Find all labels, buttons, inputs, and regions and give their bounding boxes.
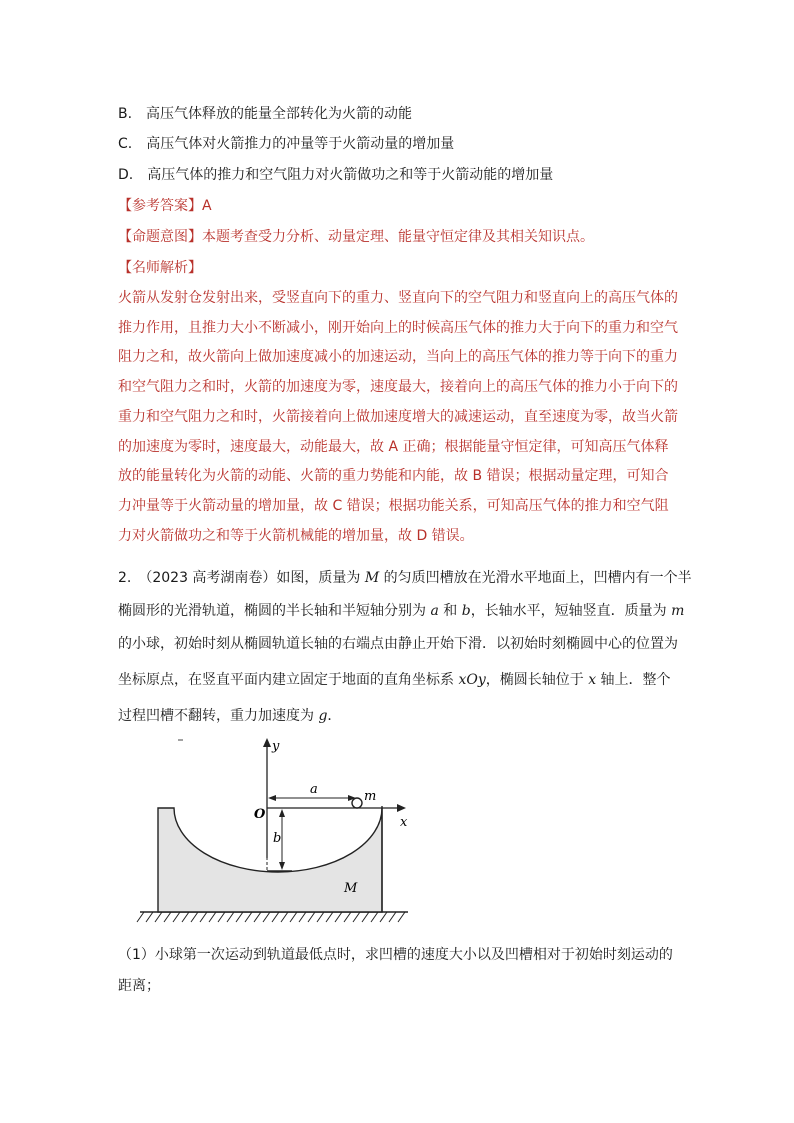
analysis-label: 【名师解析】 bbox=[118, 260, 202, 276]
m-label: m bbox=[364, 789, 377, 804]
hatch-line bbox=[353, 912, 360, 922]
hatch-line bbox=[146, 912, 153, 922]
hatch-line bbox=[182, 912, 189, 922]
hatch-line bbox=[281, 912, 288, 922]
ground-hatching bbox=[137, 912, 408, 922]
hatch-line bbox=[317, 912, 324, 922]
hatch-line bbox=[254, 912, 261, 922]
answer-line bbox=[118, 196, 212, 216]
hatch-line bbox=[335, 912, 342, 922]
hatch-line bbox=[326, 912, 333, 922]
hatch-line bbox=[290, 912, 297, 922]
analysis-line: 阻力之和，故火箭向上做加速度减小的加速运动，当向上的高压气体的推力等于向下的重力 bbox=[118, 349, 678, 366]
analysis-line: 和空气阻力之和时，火箭的加速度为零，速度最大，接着向上的高压气体的推力小于向下的 bbox=[118, 379, 678, 396]
y-label: y bbox=[272, 739, 280, 754]
hatch-line bbox=[308, 912, 315, 922]
answer-value: A bbox=[202, 198, 212, 214]
hatch-line bbox=[299, 912, 306, 922]
analysis-line: 力对火箭做功之和等于火箭机械能的增加量，故 D 错误。 bbox=[118, 527, 474, 544]
hatch-line bbox=[191, 912, 198, 922]
x-label: x bbox=[400, 815, 408, 830]
hatch-line bbox=[245, 912, 252, 922]
hatch-line bbox=[263, 912, 270, 922]
analysis-line: 推力作用，且推力大小不断减小，刚开始向上的时候高压气体的推力大于向下的重力和空气 bbox=[118, 319, 678, 336]
analysis-line: 放的能量转化为火箭的动能、火箭的重力势能和内能，故 B 错误；根据动量定理，可知合 bbox=[118, 468, 669, 485]
hatch-line bbox=[272, 912, 279, 922]
hatch-line bbox=[218, 912, 225, 922]
hatch-line bbox=[209, 912, 216, 922]
hatch-line bbox=[389, 912, 396, 922]
analysis-line: 重力和空气阻力之和时，火箭接着向上做加速度增大的减速运动，直至速度为零，故当火箭 bbox=[118, 408, 678, 425]
q2-line-4: 坐标原点，在竖直平面内建立固定于地面的直角坐标系 xOy，椭圆长轴位于 x 轴上．整个 bbox=[118, 672, 671, 688]
intent-line bbox=[118, 227, 594, 247]
option-b: B. 高压气体释放的能量全部转化为火箭的动能 bbox=[118, 106, 413, 122]
hatch-line bbox=[371, 912, 378, 922]
analysis-paragraph bbox=[118, 284, 678, 551]
q2-line-3: 的小球，初始时刻从椭圆轨道长轴的右端点由静止开始下滑．以初始时刻椭圆中心的位置为 bbox=[118, 636, 678, 652]
ball bbox=[352, 798, 362, 808]
analysis-line: 火箭从发射仓发射出来，受竖直向下的重力、竖直向下的空气阻力和竖直向上的高压气体的 bbox=[118, 290, 678, 306]
b-label: b bbox=[273, 831, 282, 846]
hatch-line bbox=[155, 912, 162, 922]
hatch-line bbox=[227, 912, 234, 922]
q2-line-1: 2. （2023 高考湖南卷）如图，质量为 M 的匀质凹槽放在光滑水平地面上，凹槽内有一个半 bbox=[118, 570, 692, 586]
groove-figure bbox=[130, 728, 420, 933]
a-label: a bbox=[310, 782, 318, 797]
hatch-line bbox=[236, 912, 243, 922]
hatch-line bbox=[173, 912, 180, 922]
option-d: D. 高压气体的推力和空气阻力对火箭做功之和等于火箭动能的增加量 bbox=[118, 167, 554, 183]
option-c: C. 高压气体对火箭推力的冲量等于火箭动量的增加量 bbox=[118, 136, 455, 152]
intent-label: 【命题意图】 bbox=[118, 229, 202, 245]
origin-label: O bbox=[254, 807, 266, 822]
hatch-line bbox=[362, 912, 369, 922]
groove-body bbox=[158, 806, 382, 912]
analysis-line: 的加速度为零时，速度最大，动能最大，故 A 正确；根据能量守恒定律，可知高压气体释 bbox=[118, 438, 669, 455]
hatch-line bbox=[137, 912, 144, 922]
hatch-line bbox=[380, 912, 387, 922]
hatch-line bbox=[164, 912, 171, 922]
analysis-line: 力冲量等于火箭动量的增加量，故 C 错误；根据功能关系，可知高压气体的推力和空气阻 bbox=[118, 497, 669, 514]
hatch-line bbox=[398, 912, 405, 922]
subq1-line-1: （1）小球第一次运动到轨道最低点时，求凹槽的速度大小以及凹槽相对于初始时刻运动的 bbox=[118, 947, 673, 963]
M-label: M bbox=[344, 881, 358, 896]
q2-line-5: 过程凹槽不翻转，重力加速度为 g． bbox=[118, 708, 342, 724]
answer-label: 【参考答案】 bbox=[118, 198, 202, 214]
intent-text: 本题考查受力分析、动量定理、能量守恒定律及其相关知识点。 bbox=[202, 229, 594, 245]
hatch-line bbox=[200, 912, 207, 922]
q2-line-2: 椭圆形的光滑轨道，椭圆的半长轴和半短轴分别为 a 和 b，长轴水平，短轴竖直．质量为 m bbox=[118, 603, 685, 619]
hatch-line bbox=[344, 912, 351, 922]
subq1-line-2: 距离； bbox=[118, 978, 160, 994]
